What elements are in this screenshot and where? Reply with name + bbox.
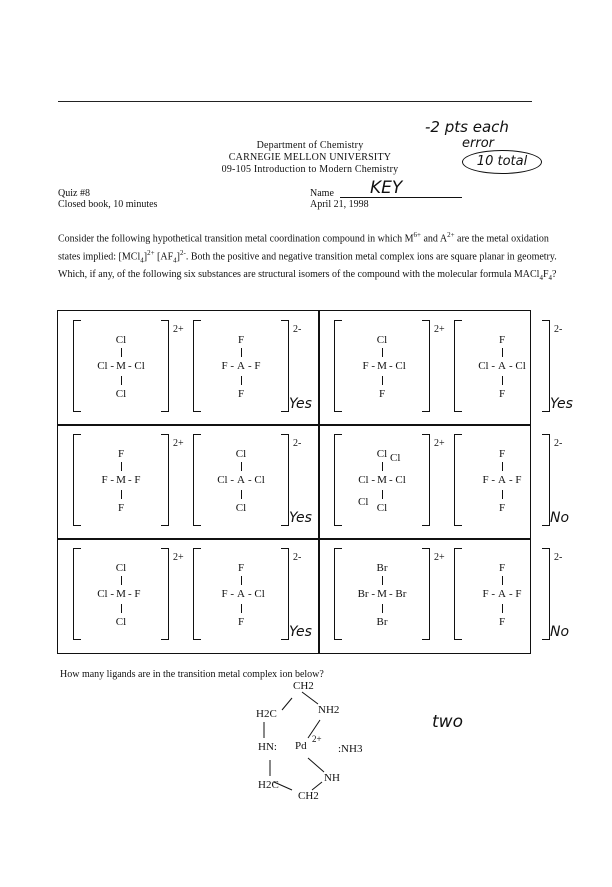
ligand-left: Cl - xyxy=(478,360,495,372)
cation-charge: 2+ xyxy=(173,438,184,449)
ligand-left: F - xyxy=(362,360,375,372)
ligand-bottom: Br xyxy=(376,616,388,628)
ligand-top: Cl xyxy=(115,562,127,574)
bond-bottom xyxy=(241,376,242,385)
bond-bottom xyxy=(382,604,383,613)
struct-hn: HN: xyxy=(258,741,277,753)
ligand-top: F xyxy=(498,334,506,346)
ligand-bottom: F xyxy=(498,388,506,400)
bracket-left xyxy=(73,434,81,526)
grid-divider-row2 xyxy=(57,538,531,540)
metal-center: M xyxy=(377,360,387,372)
bracket-left xyxy=(334,320,342,412)
ligand-top: Cl xyxy=(376,334,388,346)
top-rule xyxy=(58,101,532,102)
ligand-right: - Cl xyxy=(128,360,145,372)
bond-ch2-nh2 xyxy=(302,692,318,704)
ligand-bottom: F xyxy=(237,388,245,400)
bond-bottom xyxy=(241,604,242,613)
bond-bottom xyxy=(241,490,242,499)
bracket-left xyxy=(454,320,462,412)
ligand-left: F - xyxy=(221,360,234,372)
ligand-right: - F xyxy=(509,588,522,600)
quiz-number: Quiz #8 xyxy=(58,188,90,199)
metal-center: M xyxy=(116,360,126,372)
metal-center: M xyxy=(116,588,126,600)
ligand-left: F - xyxy=(221,588,234,600)
answer-mark: Yes xyxy=(289,624,312,640)
ligand-left: Cl - xyxy=(358,474,375,486)
ligand-top: Cl xyxy=(235,448,247,460)
ligand-right: - Cl xyxy=(389,474,406,486)
bracket-left xyxy=(334,434,342,526)
bond-bottom xyxy=(121,376,122,385)
bond-pd-nh xyxy=(308,758,324,772)
cation-charge: 2+ xyxy=(434,324,445,335)
name-value: KEY xyxy=(370,178,403,198)
ligand-right: - F xyxy=(128,474,141,486)
bond-bottom xyxy=(502,604,503,613)
dept-line: Department of Chemistry xyxy=(256,140,364,151)
struct-pd: Pd xyxy=(295,740,307,752)
ligand-left: F - xyxy=(101,474,114,486)
ligand-left: Cl - xyxy=(217,474,234,486)
bond-ch2-nh xyxy=(312,782,322,790)
metal-center: M xyxy=(116,474,126,486)
question-1-text: Consider the following hypothetical transition metal coordination compound in which $M^{6+}$ and $A^{2+}$ are the metal oxidation states implied: $[MCl_4]^{2+}$ $[AF_4]^{2-}$. Both the positive and negative transition metal complex ions are square planar in geometry. Which, if any, of the following six substances are structural isomers of the compound with the molecular formula $MACl_4F_4$? xyxy=(58,231,557,282)
bond-bottom xyxy=(502,376,503,385)
ligand-left: Br - xyxy=(357,588,375,600)
cation-charge: 2+ xyxy=(434,552,445,563)
bracket-right xyxy=(542,434,550,526)
bracket-left xyxy=(73,320,81,412)
metal-center: M xyxy=(377,474,387,486)
ligand-top: F xyxy=(237,334,245,346)
ligand-bottom: Cl xyxy=(376,502,388,514)
ligand-right: - Cl xyxy=(248,474,265,486)
struct-h2c-left: H2C xyxy=(256,708,277,720)
bond-top xyxy=(502,462,503,471)
metal-center: A xyxy=(498,474,506,486)
bracket-left xyxy=(193,434,201,526)
struct-ch2-top: CH2 xyxy=(293,680,314,692)
bond-bottom xyxy=(382,376,383,385)
ligand-top: Cl xyxy=(115,334,127,346)
ligand-left: Cl - xyxy=(97,588,114,600)
grading-total-circled: 10 total xyxy=(462,150,542,174)
question-2-text: How many ligands are in the transition metal complex ion below? xyxy=(60,669,324,680)
struct-nh: NH xyxy=(324,772,340,784)
grading-note-line1: -2 pts each xyxy=(425,118,509,136)
metal-center: A xyxy=(498,360,506,372)
university-line: CARNEGIE MELLON UNIVERSITY xyxy=(228,152,392,163)
anion-charge: 2- xyxy=(554,438,563,449)
bracket-right xyxy=(161,548,169,640)
ligand-extra-upper: Cl xyxy=(390,452,401,464)
ligand-top: Br xyxy=(376,562,388,574)
bond-bottom xyxy=(121,490,122,499)
ligand-bottom: F xyxy=(237,616,245,628)
grid-divider-row1 xyxy=(57,424,531,426)
ligand-bottom: F xyxy=(378,388,386,400)
answer-mark: Yes xyxy=(289,510,312,526)
grading-note-line2: error xyxy=(462,136,494,151)
struct-nh2: NH2 xyxy=(318,704,340,716)
metal-center: A xyxy=(237,588,245,600)
ligand-bottom: Cl xyxy=(115,616,127,628)
bracket-right xyxy=(281,320,289,412)
cation-charge: 2+ xyxy=(173,324,184,335)
ligand-bottom: Cl xyxy=(235,502,247,514)
ligand-top: Cl xyxy=(376,448,388,460)
metal-center: M xyxy=(377,588,387,600)
bond-top xyxy=(382,348,383,357)
ligand-top: F xyxy=(498,448,506,460)
ligand-bottom: F xyxy=(117,502,125,514)
ligand-right: - F xyxy=(509,474,522,486)
bracket-left xyxy=(193,548,201,640)
anion-charge: 2- xyxy=(293,438,302,449)
bond-top xyxy=(241,576,242,585)
bracket-right xyxy=(542,548,550,640)
bracket-right xyxy=(422,548,430,640)
ligand-right: - Cl xyxy=(248,588,265,600)
anion-charge: 2- xyxy=(293,324,302,335)
bond-bottom xyxy=(121,604,122,613)
bond-ch2-h2c xyxy=(282,698,292,710)
closed-book: Closed book, 10 minutes xyxy=(58,199,158,210)
bond-top xyxy=(121,576,122,585)
anion-charge: 2- xyxy=(554,324,563,335)
ligand-bottom: F xyxy=(498,502,506,514)
ligand-left: F - xyxy=(482,588,495,600)
bond-top xyxy=(241,348,242,357)
bond-top xyxy=(382,462,383,471)
bracket-right xyxy=(422,434,430,526)
anion-charge: 2- xyxy=(554,552,563,563)
bracket-right xyxy=(161,434,169,526)
bracket-left xyxy=(73,548,81,640)
ligand-left: Cl - xyxy=(97,360,114,372)
bond-bottom xyxy=(502,490,503,499)
question-2-answer: two xyxy=(432,712,463,732)
answer-mark: Yes xyxy=(289,396,312,412)
ligand-right: - F xyxy=(248,360,261,372)
answer-mark: Yes xyxy=(550,396,573,412)
ligand-top: F xyxy=(117,448,125,460)
metal-center: A xyxy=(237,360,245,372)
answer-mark: No xyxy=(550,510,570,526)
cation-charge: 2+ xyxy=(173,552,184,563)
bracket-right xyxy=(542,320,550,412)
ligand-bottom: Cl xyxy=(115,388,127,400)
bracket-left xyxy=(454,548,462,640)
metal-center: A xyxy=(237,474,245,486)
bond-top xyxy=(121,348,122,357)
struct-pd-charge: 2+ xyxy=(312,734,322,744)
answer-mark: No xyxy=(550,624,570,640)
ligand-extra-lower: Cl xyxy=(358,496,369,508)
bracket-right xyxy=(281,548,289,640)
bracket-right xyxy=(281,434,289,526)
struct-ch2-bottom: CH2 xyxy=(298,790,319,802)
ligand-top: F xyxy=(237,562,245,574)
bracket-left xyxy=(454,434,462,526)
ligand-right: - Cl xyxy=(389,360,406,372)
bracket-left xyxy=(334,548,342,640)
anion-charge: 2- xyxy=(293,552,302,563)
bracket-left xyxy=(193,320,201,412)
bracket-right xyxy=(422,320,430,412)
struct-nh3: :NH3 xyxy=(338,743,363,755)
ligand-top: F xyxy=(498,562,506,574)
ligand-right: - Br xyxy=(389,588,407,600)
bond-top xyxy=(502,576,503,585)
bond-top xyxy=(382,576,383,585)
ligand-left: F - xyxy=(482,474,495,486)
date: April 21, 1998 xyxy=(310,199,369,210)
cation-charge: 2+ xyxy=(434,438,445,449)
bond-top xyxy=(502,348,503,357)
name-label: Name xyxy=(310,188,334,199)
struct-h2c-bottom: H2C xyxy=(258,779,279,791)
bond-top xyxy=(121,462,122,471)
bracket-right xyxy=(161,320,169,412)
course-line: 09-105 Introduction to Modern Chemistry xyxy=(221,164,399,175)
bond-bottom xyxy=(382,490,383,499)
grid-divider-vertical xyxy=(318,310,320,654)
ligand-bottom: F xyxy=(498,616,506,628)
ligand-right: - F xyxy=(128,588,141,600)
metal-center: A xyxy=(498,588,506,600)
bond-top xyxy=(241,462,242,471)
ligand-right: - Cl xyxy=(509,360,526,372)
